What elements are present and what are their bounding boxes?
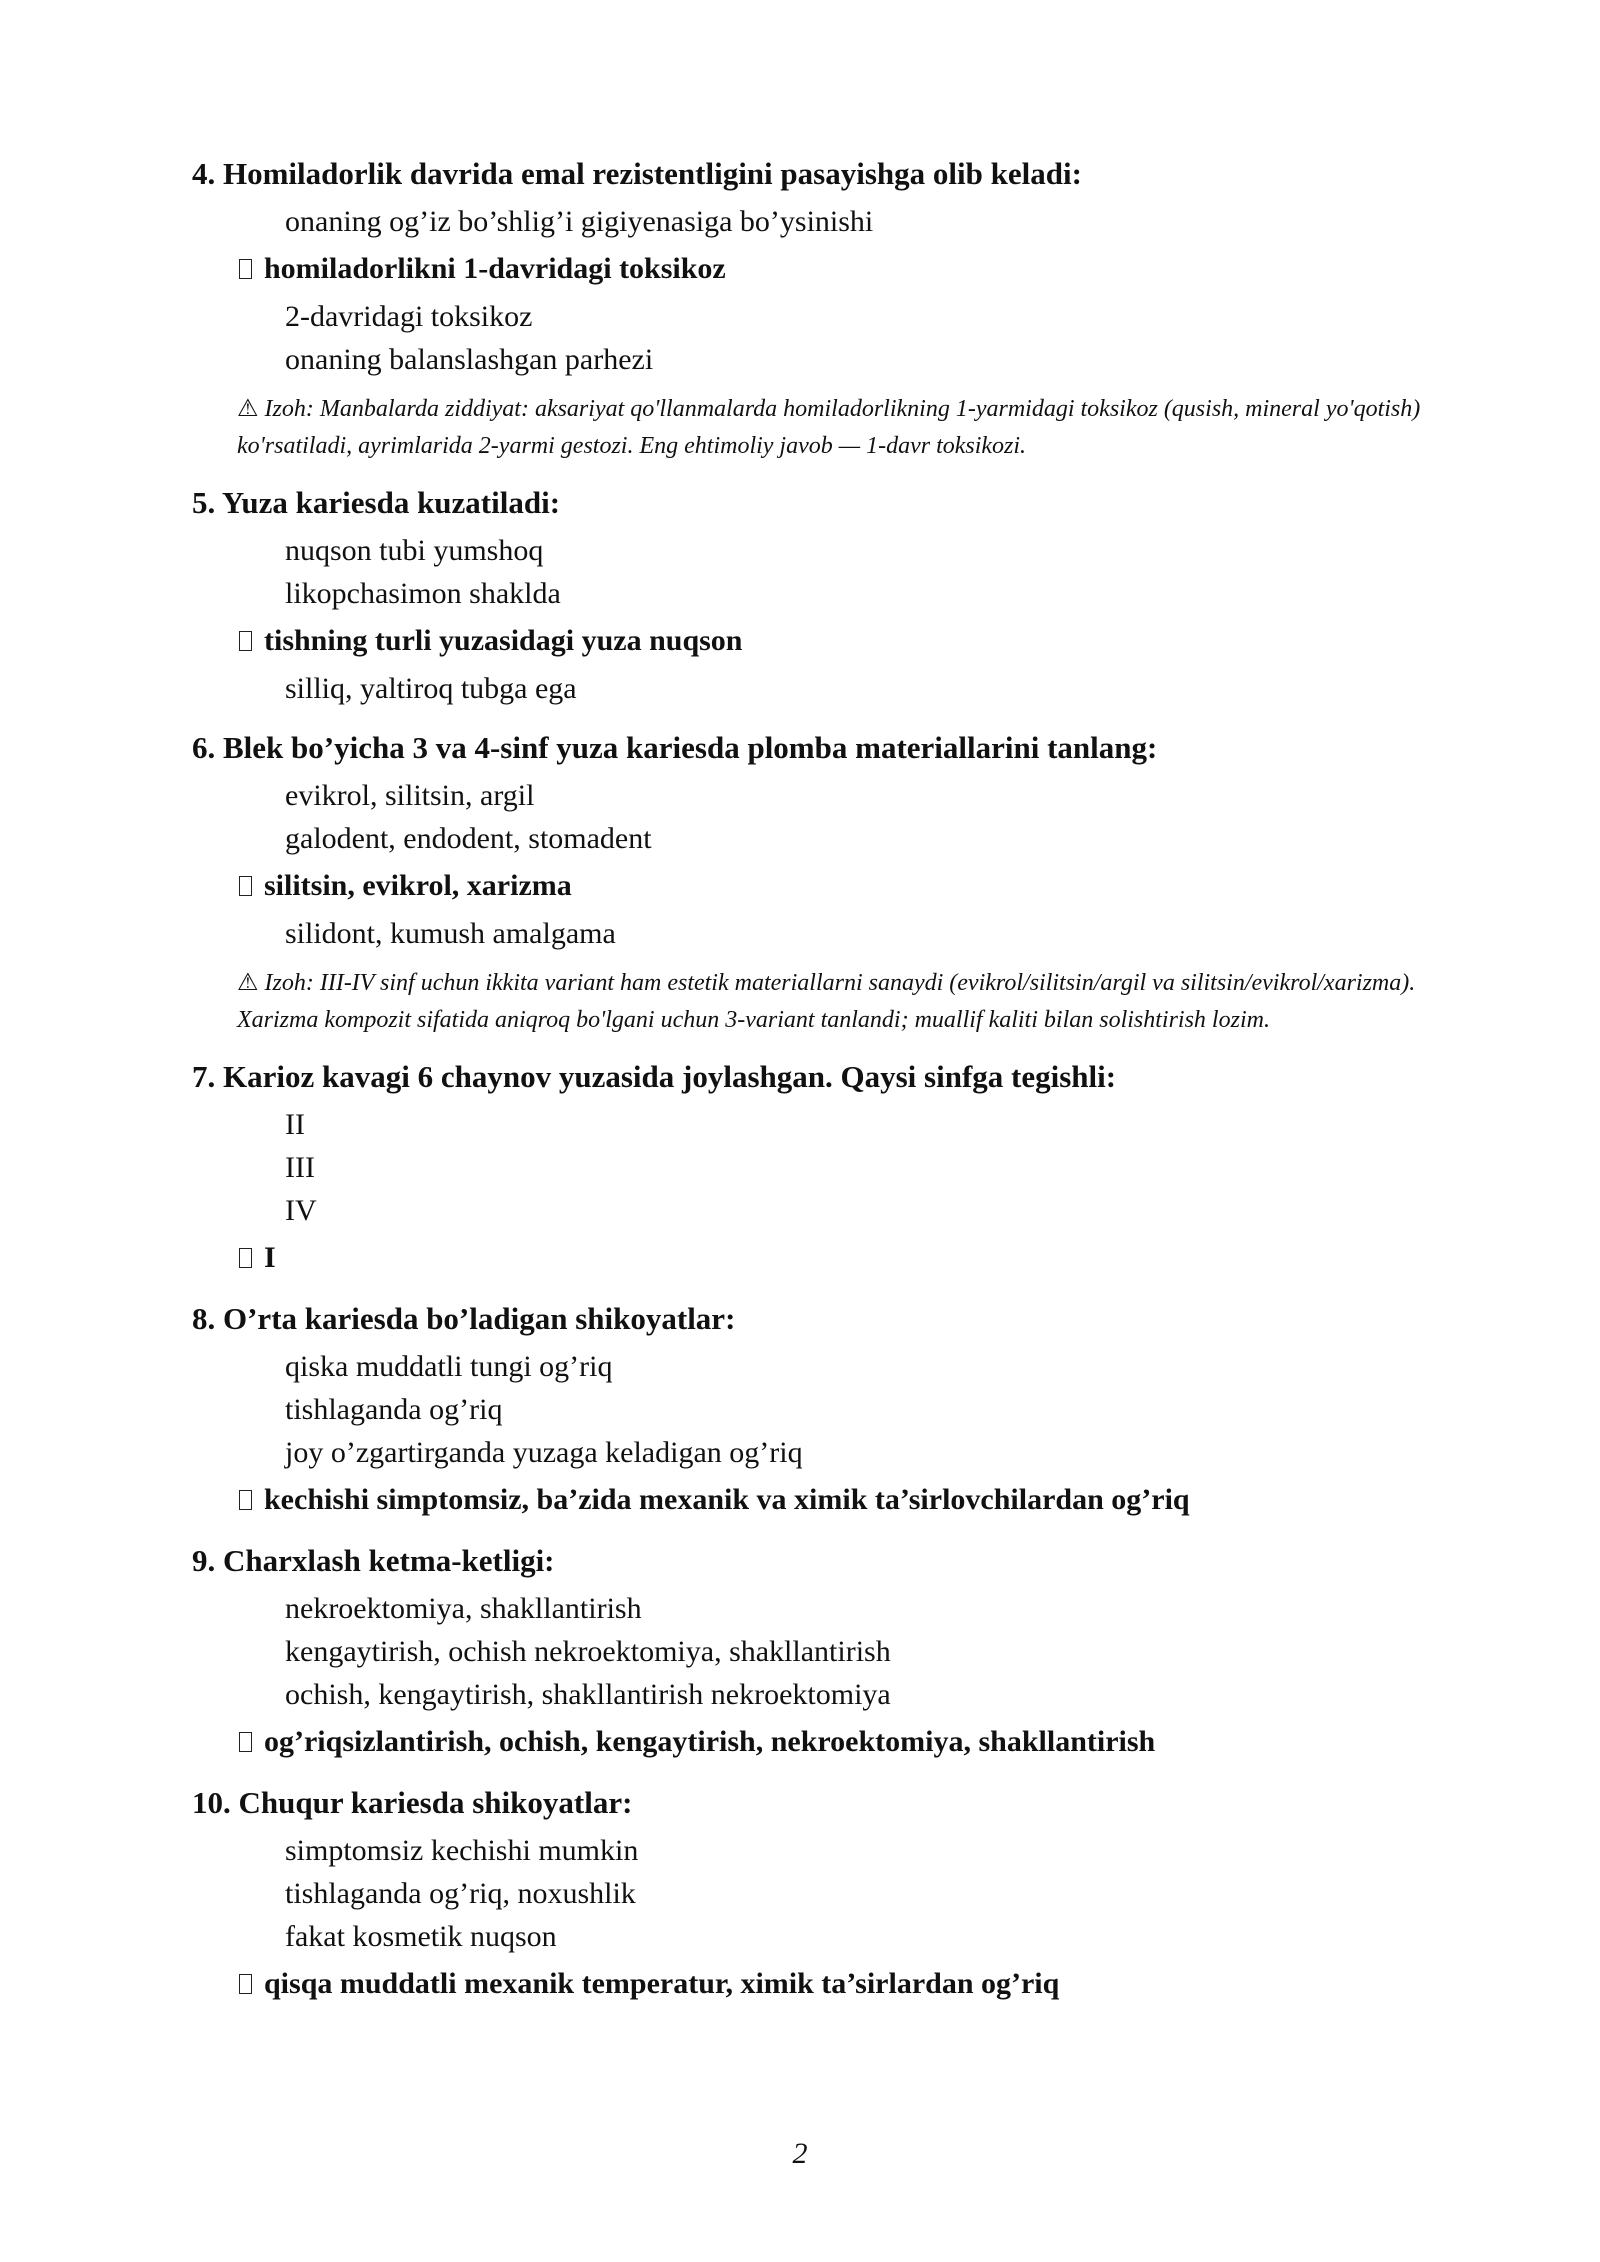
answer-option [192, 912, 1482, 955]
question-block [192, 724, 1482, 1039]
question-block [192, 1295, 1482, 1523]
option-text: fakat kosmetik nuqson [285, 1920, 557, 1953]
option-text: nuqson tubi yumshoq [285, 534, 544, 567]
page-number: 2 [792, 2137, 808, 2170]
question-block [192, 1053, 1482, 1281]
option-text: IV [285, 1194, 317, 1227]
option-text: silidont, kumush amalgama [285, 917, 616, 950]
answer-option [192, 774, 1482, 817]
option-text: II [285, 1108, 305, 1141]
answer-option [192, 817, 1482, 860]
question-block [192, 1537, 1482, 1765]
option-text: tishlaganda og’riq [285, 1393, 503, 1426]
option-text: III [285, 1151, 315, 1184]
option-text: 2-davridagi toksikoz [285, 300, 533, 333]
option-text: ochish, kengaytirish, shakllantirish nekroektomiya [285, 1678, 891, 1711]
missing-glyph-box-icon [239, 259, 252, 279]
answer-option [192, 1673, 1482, 1716]
option-text: tishlaganda og’riq, noxushlik [285, 1877, 636, 1910]
correct-answer-option [192, 618, 1482, 664]
question-title: 10. Chuqur kariesda shikoyatlar: [192, 1785, 633, 1820]
answer-option [192, 1630, 1482, 1673]
missing-glyph-box-icon [239, 1974, 252, 1994]
warning-icon: ⚠ [237, 970, 259, 996]
correct-answer-option [192, 1961, 1482, 2007]
correct-answer-option [192, 1235, 1482, 1281]
option-text: onaning og’iz bo’shlig’i gigiyenasiga bo’ysinishi [285, 205, 874, 238]
option-text: simptomsiz kechishi mumkin [285, 1834, 639, 1867]
option-text: nekroektomiya, shakllantirish [285, 1592, 642, 1625]
missing-glyph-box-icon [239, 1490, 252, 1510]
answer-option [192, 1189, 1482, 1232]
option-text: silliq, yaltiroq tubga ega [285, 672, 577, 705]
note [192, 391, 1487, 465]
note-text: Izoh: III-IV sinf uchun ikkita variant ham estetik materiallarni sanaydi (evikrol/silitsin/argil va silitsin/evikrol/xarizma). Xarizma kompozit sifatida aniqroq bo'lgani uchun 3-variant tanlandi; muallif kaliti bilan solishtirish lozim. [237, 970, 1416, 1033]
note [192, 965, 1487, 1039]
answer-option [192, 667, 1482, 710]
answer-option [192, 1872, 1482, 1915]
correct-answer-option [192, 246, 1482, 292]
note-text: Izoh: Manbalarda ziddiyat: aksariyat qo'llanmalarda homiladorlikning 1-yarmidagi toksikoz (qusish, mineral yo'qotish) ko'rsatiladi, ayrimlarida 2-yarmi gestozi. Eng ehtimoliy javob — 1-davr toksikozi. [237, 396, 1421, 459]
correct-answer-option [192, 863, 1482, 909]
answer-option [192, 200, 1482, 243]
option-text: kechishi simptomsiz, ba’zida mexanik va ximik ta’sirlovchilardan og’riq [264, 1483, 1190, 1516]
answer-option [192, 295, 1482, 338]
answer-option [192, 1915, 1482, 1958]
question-title: 8. O’rta kariesda bo’ladigan shikoyatlar: [192, 1301, 736, 1336]
correct-answer-option [192, 1719, 1482, 1765]
missing-glyph-box-icon [239, 1248, 252, 1268]
option-text: galodent, endodent, stomadent [285, 822, 652, 855]
option-text: I [264, 1241, 276, 1274]
option-text: silitsin, evikrol, xarizma [264, 869, 572, 902]
missing-glyph-box-icon [239, 1732, 252, 1752]
answer-option [192, 1587, 1482, 1630]
question-title: 7. Karioz kavagi 6 chaynov yuzasida joylashgan. Qaysi sinfga tegishli: [192, 1059, 1117, 1094]
question-title: 5. Yuza kariesda kuzatiladi: [192, 485, 561, 520]
correct-answer-option [192, 1477, 1482, 1523]
answer-option [192, 1103, 1482, 1146]
answer-option [192, 572, 1482, 615]
option-text: tishning turli yuzasidagi yuza nuqson [264, 624, 743, 657]
option-text: onaning balanslashgan parhezi [285, 343, 654, 376]
option-text: qisqa muddatli mexanik temperatur, ximik ta’sirlardan og’riq [264, 1967, 1060, 2000]
question-title: 4. Homiladorlik davrida emal rezistentligini pasayishga olib keladi: [192, 156, 1082, 191]
answer-option [192, 1388, 1482, 1431]
option-text: qiska muddatli tungi og’riq [285, 1350, 613, 1383]
option-text: og’riqsizlantirish, ochish, kengaytirish, nekroektomiya, shakllantirish [264, 1725, 1156, 1758]
question-block [192, 1779, 1482, 2007]
question-block [192, 150, 1482, 465]
option-text: homiladorlikni 1-davridagi toksikoz [264, 252, 726, 285]
questions-list [192, 150, 1482, 2021]
missing-glyph-box-icon [239, 876, 252, 896]
option-text: kengaytirish, ochish nekroektomiya, shakllantirish [285, 1635, 891, 1668]
answer-option [192, 529, 1482, 572]
question-title: 9. Charxlash ketma-ketligi: [192, 1543, 555, 1578]
answer-option [192, 1431, 1482, 1474]
option-text: likopchasimon shaklda [285, 577, 561, 610]
missing-glyph-box-icon [239, 631, 252, 651]
question-block [192, 479, 1482, 710]
warning-icon: ⚠ [237, 396, 259, 422]
answer-option [192, 338, 1482, 381]
answer-option [192, 1345, 1482, 1388]
option-text: joy o’zgartirganda yuzaga keladigan og’riq [285, 1436, 803, 1469]
option-text: evikrol, silitsin, argil [285, 779, 535, 812]
answer-option [192, 1146, 1482, 1189]
answer-option [192, 1829, 1482, 1872]
question-title: 6. Blek bo’yicha 3 va 4-sinf yuza kariesda plomba materiallarini tanlang: [192, 730, 1158, 765]
